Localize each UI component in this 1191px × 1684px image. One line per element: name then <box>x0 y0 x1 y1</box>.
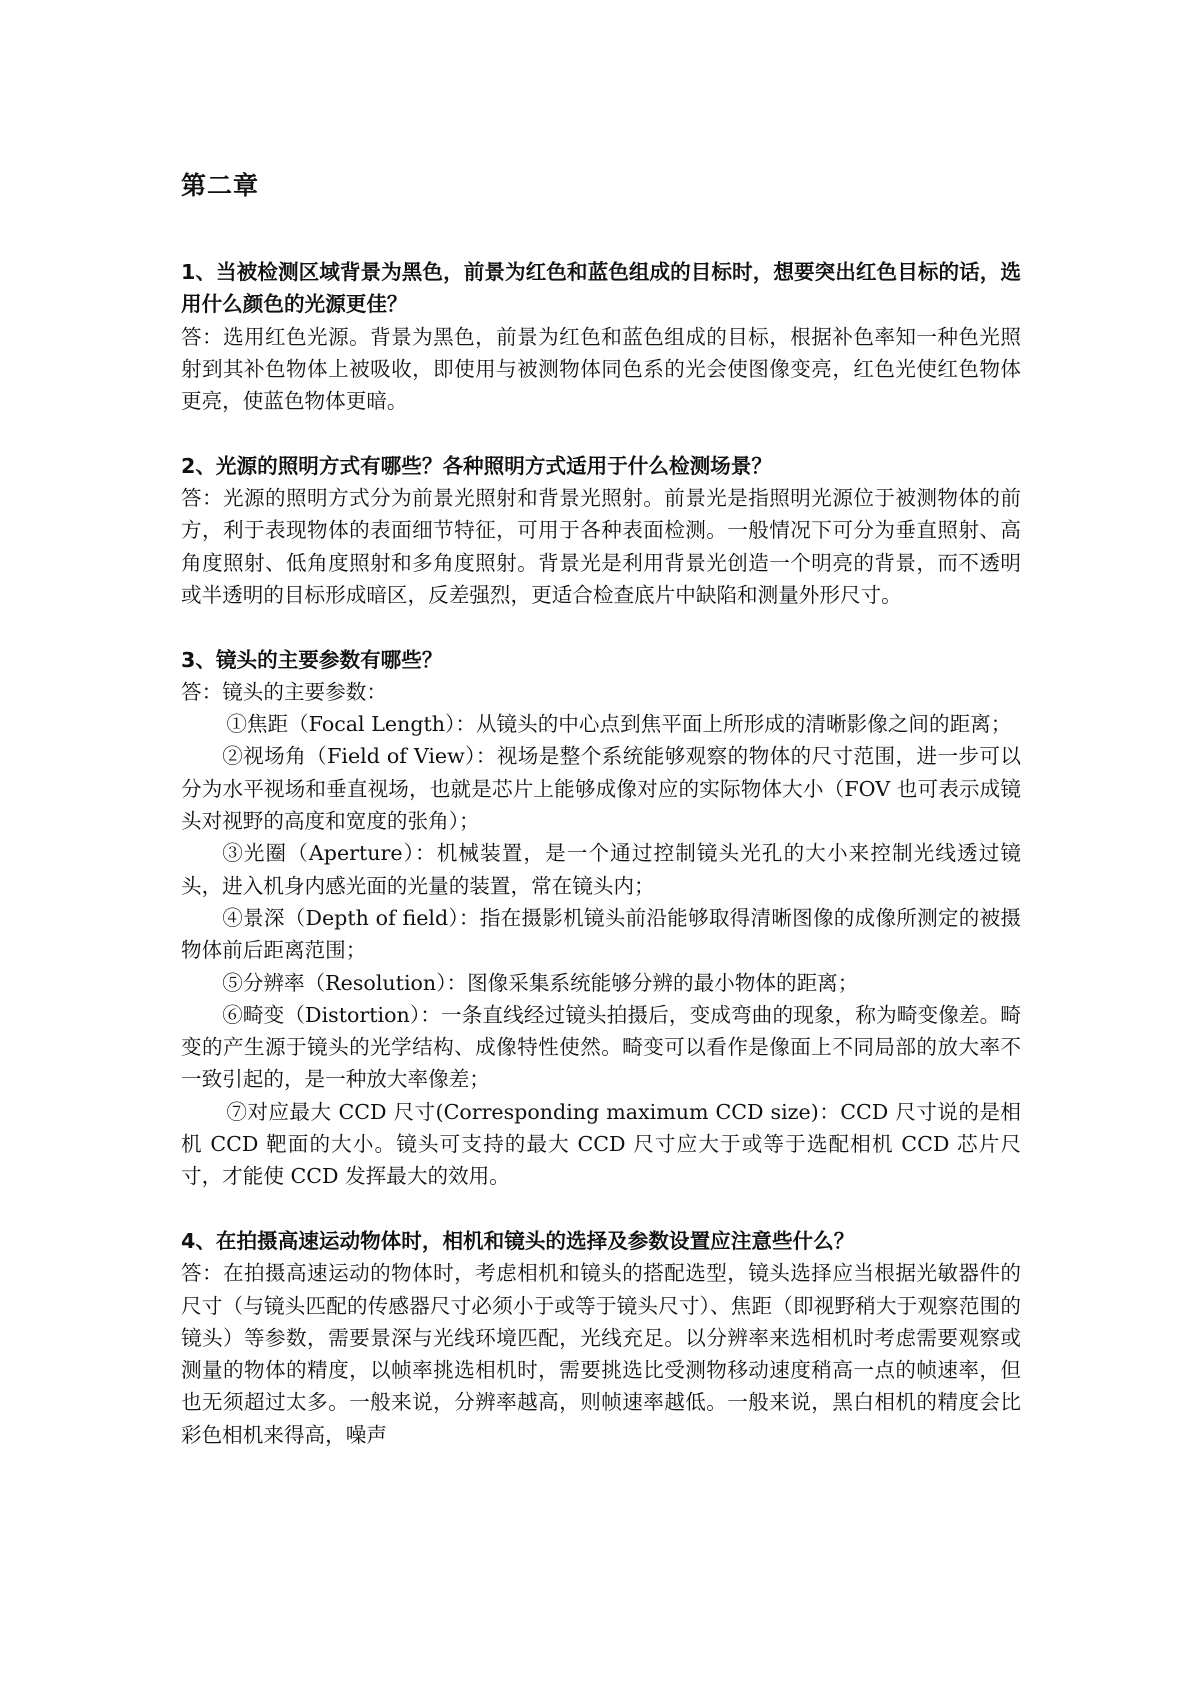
param-resolution: ⑤分辨率（Resolution）：图像采集系统能够分辨的最小物体的距离； <box>222 970 859 995</box>
qa-item-1 <box>181 256 1021 417</box>
question-1: 1、当被检测区域背景为黑色，前景为红色和蓝色组成的目标时，想要突出红色目标的话，选用什么颜色的光源更佳？ <box>181 260 1021 317</box>
param-focal-length: ①焦距（Focal Length）：从镜头的中心点到焦平面上所形成的清晰影像之间的距离； <box>226 712 1012 737</box>
qa-list <box>181 256 1021 1483</box>
qa-item-3 <box>181 644 1021 1193</box>
param-aperture: ③光圈（Aperture）：机械装置，是一个通过控制镜头光孔的大小来控制光线透过镜头，进入机身内感光面的光量的装置，常在镜头内； <box>181 841 1021 898</box>
answer-1: 答：选用红色光源。背景为黑色，前景为红色和蓝色组成的目标，根据补色率知一种色光照射到其补色物体上被吸收，即使用与被测物体同色系的光会使图像变亮，红色光使红色物体更亮，使蓝色物体更暗。 <box>181 324 1021 414</box>
param-field-of-view: ②视场角（Field of View）：视场是整个系统能够观察的物体的尺寸范围，进一步可以分为水平视场和垂直视场，也就是芯片上能够成像对应的实际物体大小（FOV 也可表示成镜头对视野的高度和宽度的张角）； <box>181 744 1021 834</box>
question-2: 2、光源的照明方式有哪些？各种照明方式适用于什么检测场景？ <box>181 453 772 478</box>
param-distortion: ⑥畸变（Distortion）：一条直线经过镜头拍摄后，变成弯曲的现象，称为畸变像差。畸变的产生源于镜头的光学结构、成像特性使然。畸变可以看作是像面上不同局部的放大率不一致引起的，是一种放大率像差； <box>181 1002 1021 1092</box>
param-depth-of-field: ④景深（Depth of field）：指在摄影机镜头前沿能够取得清晰图像的成像所测定的被摄物体前后距离范围； <box>181 905 1021 963</box>
qa-item-4 <box>181 1225 1021 1451</box>
qa-item-2 <box>181 450 1021 611</box>
answer-2: 答：光源的照明方式分为前景光照射和背景光照射。前景光是指照明光源位于被测物体的前方，利于表现物体的表面细节特征，可用于各种表面检测。一般情况下可分为垂直照射、高角度照射、低角度照射和多角度照射。背景光是利用背景光创造一个明亮的背景，而不透明或半透明的目标形成暗区，反差强烈，更适合检查底片中缺陷和测量外形尺寸。 <box>181 486 1021 607</box>
answer-4: 答：在拍摄高速运动的物体时，考虑相机和镜头的搭配选型，镜头选择应当根据光敏器件的尺寸（与镜头匹配的传感器尺寸必须小于或等于镜头尺寸）、焦距（即视野稍大于观察范围的镜头）等参数，需要景深与光线环境匹配，光线充足。以分辨率来选相机时考虑需要观察或测量的物体的精度，以帧率挑选相机时，需要挑选比受测物移动速度稍高一点的帧速率，但也无须超过太多。一般来说，分辨率越高，则帧速率越低。一般来说，黑白相机的精度会比彩色相机来得高，噪声 <box>181 1261 1021 1447</box>
param-max-ccd-size: ⑦对应最大 CCD 尺寸(Corresponding maximum CCD size)：CCD 尺寸说的是相机 CCD 靶面的大小。镜头可支持的最大 CCD 尺寸应大于或等于选配相机 CCD 芯片尺寸，才能使 CCD 发挥最大的效用。 <box>181 1099 1021 1189</box>
question-3: 3、镜头的主要参数有哪些？ <box>181 647 443 672</box>
chapter-title: 第二章 <box>181 171 260 200</box>
answer-3: 答：镜头的主要参数： <box>181 679 387 704</box>
question-4: 4、在拍摄高速运动物体时，相机和镜头的选择及参数设置应注意些什么？ <box>181 1228 855 1253</box>
